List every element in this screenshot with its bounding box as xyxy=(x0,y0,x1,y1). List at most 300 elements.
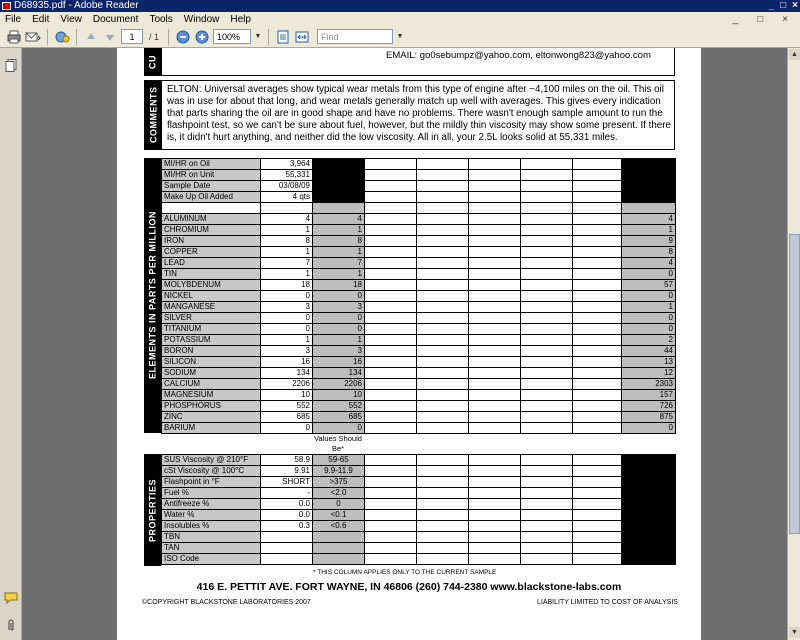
spacer-cell xyxy=(313,203,365,214)
property-blank-cell xyxy=(622,521,676,532)
element-history-cell xyxy=(573,324,622,335)
element-universal-average: 875 xyxy=(622,412,676,423)
property-history-cell xyxy=(365,499,417,510)
spacer-cell xyxy=(521,203,573,214)
element-current-value: 7 xyxy=(261,258,313,269)
element-row xyxy=(162,291,676,302)
elements-label: ELEMENTS IN PARTS PER MILLION xyxy=(144,158,161,433)
element-history-cell xyxy=(365,423,417,434)
element-history-cell xyxy=(417,236,469,247)
email-line: EMAIL: go0sebumpz@yahoo.com, eltonwong823@yahoo.com xyxy=(386,50,651,61)
property-history-cell xyxy=(417,455,469,466)
element-history-cell xyxy=(521,379,573,390)
fit-page-icon[interactable] xyxy=(275,29,291,45)
info-cell xyxy=(521,170,573,181)
element-history-cell xyxy=(469,269,521,280)
property-blank-cell xyxy=(622,499,676,510)
element-row xyxy=(162,302,676,313)
element-history-cell xyxy=(521,236,573,247)
element-current-value: 552 xyxy=(261,401,313,412)
elements-table xyxy=(161,158,676,434)
element-history-cell xyxy=(365,324,417,335)
info-cell xyxy=(622,159,676,170)
element-name: ZINC xyxy=(162,412,261,423)
property-should-be xyxy=(313,543,365,554)
property-blank-cell xyxy=(622,488,676,499)
element-name: TIN xyxy=(162,269,261,280)
element-history-cell xyxy=(573,335,622,346)
element-history-cell xyxy=(365,214,417,225)
info-label: MI/HR on Oil xyxy=(162,159,261,170)
element-current-value: 1 xyxy=(261,247,313,258)
property-value: 0.0 xyxy=(261,499,313,510)
element-name: MAGNESIUM xyxy=(162,390,261,401)
element-universal-average: 0 xyxy=(622,291,676,302)
element-history-cell xyxy=(417,247,469,258)
element-history-cell xyxy=(469,346,521,357)
info-value: 3,964 xyxy=(261,159,313,170)
element-unit-average: 134 xyxy=(313,368,365,379)
element-history-cell xyxy=(365,379,417,390)
element-history-cell xyxy=(521,368,573,379)
scroll-up-icon[interactable]: ▲ xyxy=(789,49,800,60)
element-current-value: 3 xyxy=(261,346,313,357)
property-should-be xyxy=(313,554,365,565)
property-history-cell xyxy=(417,521,469,532)
element-history-cell xyxy=(417,401,469,412)
zoom-out-icon[interactable] xyxy=(175,29,191,45)
property-history-cell xyxy=(365,521,417,532)
info-cell xyxy=(365,181,417,192)
property-history-cell xyxy=(417,554,469,565)
info-cell xyxy=(521,181,573,192)
menu-view[interactable]: View xyxy=(60,13,82,25)
element-history-cell xyxy=(365,335,417,346)
element-history-cell xyxy=(469,357,521,368)
info-cell xyxy=(365,170,417,181)
element-history-cell xyxy=(573,269,622,280)
element-universal-average: 157 xyxy=(622,390,676,401)
element-row xyxy=(162,412,676,423)
close-button[interactable]: × xyxy=(792,0,798,11)
property-value: 0.3 xyxy=(261,521,313,532)
property-name: SUS Viscosity @ 210°F xyxy=(162,455,261,466)
element-history-cell xyxy=(365,368,417,379)
element-name: COPPER xyxy=(162,247,261,258)
info-cell xyxy=(365,159,417,170)
element-unit-average: 4 xyxy=(313,214,365,225)
element-history-cell xyxy=(469,401,521,412)
element-history-cell xyxy=(417,291,469,302)
menu-edit[interactable]: Edit xyxy=(32,13,50,25)
element-row xyxy=(162,247,676,258)
element-row xyxy=(162,324,676,335)
element-row xyxy=(162,313,676,324)
element-name: MOLYBDENUM xyxy=(162,280,261,291)
property-name: Insolubles % xyxy=(162,521,261,532)
element-history-cell xyxy=(469,291,521,302)
property-name: Flashpoint in °F xyxy=(162,477,261,488)
property-history-cell xyxy=(469,543,521,554)
find-input[interactable]: Find xyxy=(317,29,393,44)
info-cell xyxy=(573,192,622,203)
property-history-cell xyxy=(469,499,521,510)
property-value: 0.0 xyxy=(261,510,313,521)
previous-page-icon[interactable] xyxy=(83,29,99,45)
element-row xyxy=(162,269,676,280)
element-history-cell xyxy=(469,313,521,324)
maximize-button[interactable]: □ xyxy=(780,0,787,11)
element-universal-average: 13 xyxy=(622,357,676,368)
element-unit-average: 0 xyxy=(313,324,365,335)
element-row xyxy=(162,346,676,357)
element-history-cell xyxy=(573,302,622,313)
element-current-value: 1 xyxy=(261,335,313,346)
element-unit-average: 8 xyxy=(313,236,365,247)
pages-icon[interactable] xyxy=(4,58,18,72)
property-should-be: <0.1 xyxy=(313,510,365,521)
element-history-cell xyxy=(365,258,417,269)
element-history-cell xyxy=(573,258,622,269)
property-history-cell xyxy=(365,466,417,477)
info-cell xyxy=(573,181,622,192)
adobe-reader-icon xyxy=(2,2,11,10)
element-history-cell xyxy=(573,357,622,368)
element-unit-average: 7 xyxy=(313,258,365,269)
property-row xyxy=(162,521,676,532)
element-row xyxy=(162,401,676,412)
info-cell xyxy=(521,159,573,170)
element-current-value: 18 xyxy=(261,280,313,291)
property-row xyxy=(162,554,676,565)
element-history-cell xyxy=(573,280,622,291)
property-blank-cell xyxy=(622,455,676,466)
property-row xyxy=(162,543,676,554)
property-history-cell xyxy=(365,477,417,488)
element-history-cell xyxy=(573,379,622,390)
property-should-be: >375 xyxy=(313,477,365,488)
menu-window[interactable]: Window xyxy=(183,13,220,25)
property-history-cell xyxy=(417,510,469,521)
element-history-cell xyxy=(521,258,573,269)
element-history-cell xyxy=(469,214,521,225)
element-history-cell xyxy=(521,291,573,302)
element-current-value: 16 xyxy=(261,357,313,368)
element-universal-average: 9 xyxy=(622,236,676,247)
info-row xyxy=(162,192,676,203)
element-history-cell xyxy=(521,423,573,434)
element-unit-average: 0 xyxy=(313,291,365,302)
property-should-be: <0.6 xyxy=(313,521,365,532)
scroll-down-icon[interactable]: ▼ xyxy=(789,627,800,638)
element-current-value: 2206 xyxy=(261,379,313,390)
element-history-cell xyxy=(417,346,469,357)
element-current-value: 0 xyxy=(261,291,313,302)
element-history-cell xyxy=(521,313,573,324)
element-history-cell xyxy=(573,313,622,324)
property-history-cell xyxy=(365,543,417,554)
fit-width-icon[interactable] xyxy=(294,29,310,45)
property-history-cell xyxy=(521,554,573,565)
attachments-icon[interactable] xyxy=(4,618,18,632)
property-history-cell xyxy=(521,510,573,521)
property-value: SHORT xyxy=(261,477,313,488)
element-history-cell xyxy=(573,412,622,423)
element-name: BARIUM xyxy=(162,423,261,434)
element-history-cell xyxy=(365,357,417,368)
page-number-input[interactable]: 1 xyxy=(121,29,143,44)
property-should-be: 59-65 xyxy=(313,455,365,466)
chevron-down-icon[interactable]: ▼ xyxy=(254,33,262,40)
info-row xyxy=(162,159,676,170)
property-value xyxy=(261,543,313,554)
property-history-cell xyxy=(573,532,622,543)
info-cell xyxy=(573,170,622,181)
properties-label: PROPERTIES xyxy=(144,454,161,566)
element-history-cell xyxy=(573,247,622,258)
search-web-icon[interactable] xyxy=(54,29,70,45)
element-universal-average: 57 xyxy=(622,280,676,291)
zoom-level-input[interactable] xyxy=(213,29,251,44)
property-history-cell xyxy=(521,455,573,466)
property-history-cell xyxy=(521,543,573,554)
property-name: Antifreeze % xyxy=(162,499,261,510)
element-history-cell xyxy=(521,324,573,335)
element-history-cell xyxy=(417,357,469,368)
menu-tools[interactable]: Tools xyxy=(149,13,173,25)
pdf-page xyxy=(117,48,701,640)
element-row xyxy=(162,335,676,346)
element-universal-average: 44 xyxy=(622,346,676,357)
element-universal-average: 0 xyxy=(622,313,676,324)
property-value xyxy=(261,532,313,543)
element-history-cell xyxy=(469,258,521,269)
property-history-cell xyxy=(365,455,417,466)
scroll-thumb[interactable] xyxy=(789,234,800,534)
element-row xyxy=(162,280,676,291)
element-history-cell xyxy=(573,214,622,225)
element-name: LEAD xyxy=(162,258,261,269)
info-label: Sample Date xyxy=(162,181,261,192)
find-options-chevron-icon[interactable]: ▼ xyxy=(396,33,404,40)
info-cell xyxy=(469,170,521,181)
comments-label: COMMENTS xyxy=(145,81,162,149)
element-history-cell xyxy=(365,280,417,291)
element-name: TITANIUM xyxy=(162,324,261,335)
spacer-cell xyxy=(469,203,521,214)
element-current-value: 8 xyxy=(261,236,313,247)
element-history-cell xyxy=(573,291,622,302)
element-row xyxy=(162,236,676,247)
menu-bar xyxy=(0,12,800,26)
property-name: TBN xyxy=(162,532,261,543)
property-history-cell xyxy=(573,455,622,466)
element-history-cell xyxy=(365,247,417,258)
spacer-cell xyxy=(261,203,313,214)
element-history-cell xyxy=(469,368,521,379)
element-row xyxy=(162,390,676,401)
spacer-row xyxy=(162,203,676,214)
info-value: 03/08/09 xyxy=(261,181,313,192)
element-unit-average: 552 xyxy=(313,401,365,412)
element-history-cell xyxy=(469,302,521,313)
spacer-cell xyxy=(573,203,622,214)
property-history-cell xyxy=(417,488,469,499)
liability-note: LIABILITY LIMITED TO COST OF ANALYSIS xyxy=(537,599,678,606)
element-name: CHROMIUM xyxy=(162,225,261,236)
element-history-cell xyxy=(521,225,573,236)
element-history-cell xyxy=(365,412,417,423)
property-history-cell xyxy=(573,543,622,554)
property-should-be: 9.9-11.9 xyxy=(313,466,365,477)
property-history-cell xyxy=(469,466,521,477)
info-cell xyxy=(521,192,573,203)
element-current-value: 3 xyxy=(261,302,313,313)
element-history-cell xyxy=(417,258,469,269)
print-icon[interactable] xyxy=(6,29,22,45)
element-history-cell xyxy=(417,379,469,390)
next-page-icon[interactable] xyxy=(102,29,118,45)
element-history-cell xyxy=(573,368,622,379)
info-cell xyxy=(313,159,365,170)
comments-text: ELTON: Universal averages show typical wear metals from this type of engine after ~4,100 miles on the oil. This oil was in use for about that long, and wear metals generally match up well with averages. This gives every indication that parts sharing the oil are in good shape and have no problems. There wasn't enough sample amount to run the flashpoint test, so we can't be sure about fuel, however, but the mildly thin viscosity may show some present. If there is, it didn't hurt anything, and neither did the low viscosity. All in all, your 2.5L looks solid at 55,331 miles. xyxy=(167,84,671,143)
info-cell xyxy=(622,170,676,181)
property-history-cell xyxy=(365,488,417,499)
info-cell xyxy=(622,192,676,203)
menu-document[interactable]: Document xyxy=(92,13,139,25)
element-history-cell xyxy=(573,236,622,247)
property-value: 58.9 xyxy=(261,455,313,466)
element-history-cell xyxy=(521,247,573,258)
zoom-in-icon[interactable] xyxy=(194,29,210,45)
element-name: SILICON xyxy=(162,357,261,368)
doc-close-button[interactable]: × xyxy=(782,13,788,25)
minimize-button[interactable]: _ xyxy=(768,0,775,11)
property-history-cell xyxy=(417,466,469,477)
element-unit-average: 1 xyxy=(313,269,365,280)
element-history-cell xyxy=(365,236,417,247)
element-history-cell xyxy=(417,225,469,236)
property-history-cell xyxy=(521,499,573,510)
property-history-cell xyxy=(365,510,417,521)
element-universal-average: 1 xyxy=(622,225,676,236)
title-bar xyxy=(0,0,800,12)
element-row xyxy=(162,423,676,434)
property-history-cell xyxy=(521,466,573,477)
element-history-cell xyxy=(365,269,417,280)
element-history-cell xyxy=(417,313,469,324)
element-history-cell xyxy=(417,269,469,280)
property-should-be xyxy=(313,532,365,543)
property-blank-cell xyxy=(622,466,676,477)
property-history-cell xyxy=(417,543,469,554)
element-unit-average: 16 xyxy=(313,357,365,368)
doc-restore-button[interactable]: □ xyxy=(757,13,764,25)
property-history-cell xyxy=(573,554,622,565)
property-blank-cell xyxy=(622,510,676,521)
properties-table xyxy=(161,454,676,565)
info-label: MI/HR on Unit xyxy=(162,170,261,181)
element-unit-average: 18 xyxy=(313,280,365,291)
property-history-cell xyxy=(573,488,622,499)
element-current-value: 134 xyxy=(261,368,313,379)
property-row xyxy=(162,466,676,477)
element-row xyxy=(162,379,676,390)
property-name: TAN xyxy=(162,543,261,554)
element-name: MANGANESE xyxy=(162,302,261,313)
element-universal-average: 12 xyxy=(622,368,676,379)
customer-info-box xyxy=(161,48,675,76)
property-row xyxy=(162,499,676,510)
element-history-cell xyxy=(573,346,622,357)
property-history-cell xyxy=(521,488,573,499)
email-icon[interactable] xyxy=(25,29,41,45)
toolbar xyxy=(0,26,800,48)
navigation-panel xyxy=(0,48,22,640)
property-history-cell xyxy=(469,510,521,521)
element-current-value: 1 xyxy=(261,225,313,236)
element-name: PHOSPHORUS xyxy=(162,401,261,412)
element-unit-average: 0 xyxy=(313,423,365,434)
property-history-cell xyxy=(521,521,573,532)
comments-icon[interactable] xyxy=(4,591,18,605)
property-blank-cell xyxy=(622,543,676,554)
spacer-cell xyxy=(417,203,469,214)
vertical-scrollbar[interactable] xyxy=(787,48,800,640)
property-history-cell xyxy=(469,455,521,466)
menu-help[interactable]: Help xyxy=(230,13,251,25)
lab-address: 416 E. PETTIT AVE. FORT WAYNE, IN 46806 (260) 744-2380 www.blackstone-labs.com xyxy=(196,581,622,593)
doc-minimize-button[interactable]: _ xyxy=(732,13,739,25)
property-row xyxy=(162,532,676,543)
element-history-cell xyxy=(417,335,469,346)
element-unit-average: 685 xyxy=(313,412,365,423)
element-history-cell xyxy=(365,302,417,313)
property-history-cell xyxy=(365,554,417,565)
element-universal-average: 2 xyxy=(622,335,676,346)
element-universal-average: 1 xyxy=(622,302,676,313)
element-history-cell xyxy=(469,324,521,335)
info-cell xyxy=(313,181,365,192)
element-history-cell xyxy=(573,401,622,412)
element-row xyxy=(162,258,676,269)
property-blank-cell xyxy=(622,532,676,543)
property-history-cell xyxy=(417,477,469,488)
property-value: 9.91 xyxy=(261,466,313,477)
property-value: - xyxy=(261,488,313,499)
element-unit-average: 10 xyxy=(313,390,365,401)
property-blank-cell xyxy=(622,477,676,488)
info-cell xyxy=(417,170,469,181)
element-current-value: 1 xyxy=(261,269,313,280)
info-label: Make Up Oil Added xyxy=(162,192,261,203)
info-cell xyxy=(417,159,469,170)
customer-section-label: CU xyxy=(144,48,161,76)
page-total: / 1 xyxy=(148,31,159,42)
info-cell xyxy=(417,192,469,203)
spacer-cell xyxy=(162,203,261,214)
element-history-cell xyxy=(417,423,469,434)
menu-file[interactable]: File xyxy=(5,13,22,25)
element-universal-average: 8 xyxy=(622,247,676,258)
property-row xyxy=(162,455,676,466)
element-universal-average: 2303 xyxy=(622,379,676,390)
element-history-cell xyxy=(521,302,573,313)
property-value xyxy=(261,554,313,565)
element-current-value: 10 xyxy=(261,390,313,401)
info-cell xyxy=(313,170,365,181)
property-row xyxy=(162,477,676,488)
